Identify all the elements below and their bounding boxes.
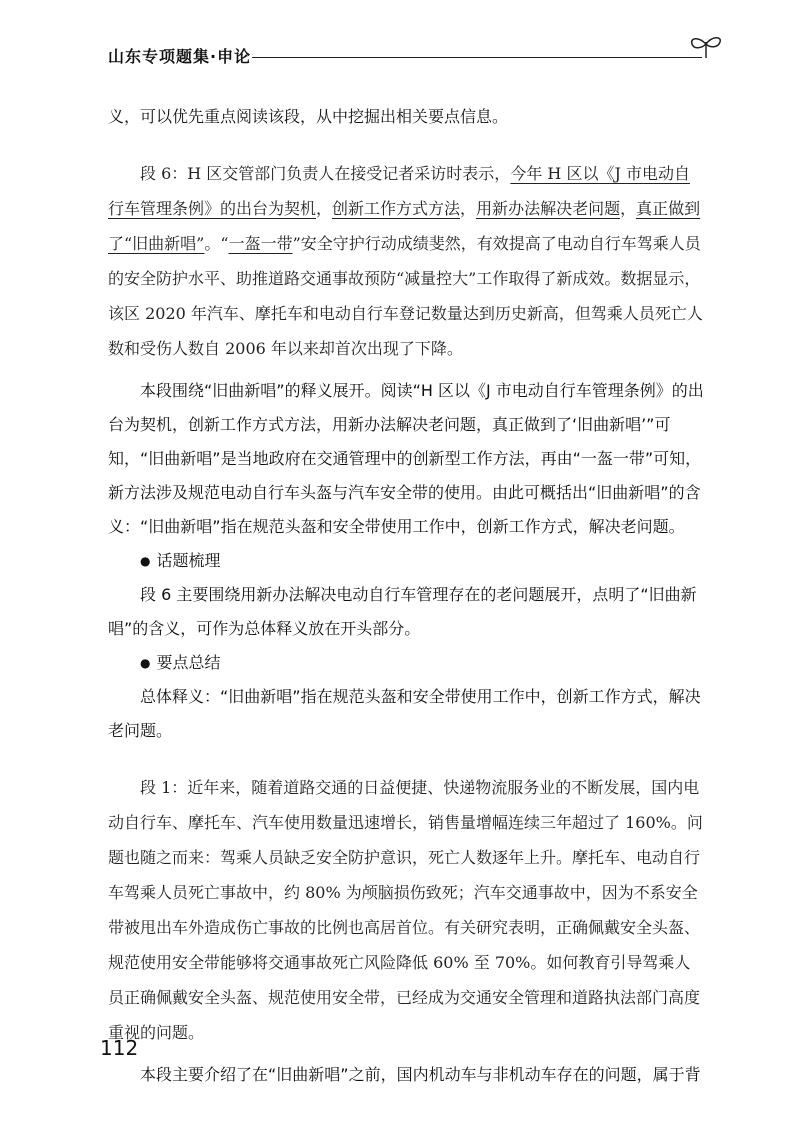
underlined-phrase: 真正做到了“旧曲新唱” [108, 199, 701, 253]
book-title: 山东专项题集·申论 [108, 47, 252, 66]
analysis-paragraph: 本段围绕“旧曲新唱”的释义展开。阅读“H 区以《J 市电动自行车管理条例》的出台为契机，创新工作方式方法，用新办法解决老问题，真正做到了‘旧曲新唱’”可知，“旧曲新唱”是当地政府在交通管理中的创新型工作方法，再由“一盔一带”可知，新方法涉及规范电动自行车头盔与汽车安全带的使用。由此可概括出“旧曲新唱”的含义：“旧曲新唱”指在规范头盔和安全带使用工作中，创新工作方式，解决老问题。 [108, 381, 704, 536]
bullet-icon: ● [140, 656, 151, 670]
bullet-label: 话题梳理 [156, 551, 221, 570]
source-paragraph-1: 段 1：近年来，随着道路交通的日益便捷、快递物流服务业的不断发展，国内电动自行车、摩托车、汽车使用数量迅速增长，销售量增幅连续三年超过了 160%。问题也随之而来：驾乘人员缺乏安全防护意识，死亡人数逐年上升。摩托车、电动自行车驾乘人员死亡事故中，约 80% 为颅脑损伤致死；汽车交通事故中，因为不系安全带被甩出车外造成伤亡事故的比例也高居首位。有关研究表明，正确佩戴安全头盔、规范使用安全带能够将交通事故死亡风险降低 60% 至 70%。如何教育引导驾乘人员正确佩戴安全头盔、规范使用安全带，已经成为交通安全管理和道路执法部门高度重视的问题。 [108, 778, 703, 1042]
page-header [0, 0, 800, 80]
header-rule [252, 57, 702, 58]
underlined-phrase: 创新工作方式方法 [332, 199, 461, 218]
page-content [108, 100, 704, 1092]
analysis-paragraph: 本段主要介绍了在“旧曲新唱”之前，国内机动车与非机动车存在的问题，属于背 [140, 1065, 701, 1084]
underlined-phrase: 用新办法解决老问题 [476, 199, 621, 218]
paragraph-continuation: 义，可以优先重点阅读该段，从中挖掘出相关要点信息。 [108, 107, 509, 126]
bullet-label: 要点总结 [156, 653, 221, 672]
underlined-phrase: 今年 H 区以《J 市电动自行车管理条例》的出台为契机 [108, 164, 690, 218]
page-number: 112 [100, 1036, 139, 1060]
underlined-phrase: 一盔一带 [228, 234, 293, 253]
bullet-icon: ● [140, 554, 151, 568]
key-point-paragraph: 总体释义：“旧曲新唱”指在规范头盔和安全带使用工作中，创新工作方式，解决老问题。 [108, 687, 701, 740]
section-bullet [108, 646, 704, 680]
source-paragraph-6: 段 6：H 区交管部门负责人在接受记者采访时表示，今年 H 区以《J 市电动自行车管理条例》的出台为契机，创新工作方式方法，用新办法解决老问题，真正做到了“旧曲新唱”。“一盔一带”安全守护行动成绩斐然，有效提高了电动自行车驾乘人员的安全防护水平、助推道路交通事故预防“减量控大”工作取得了新成效。数据显示，该区 2020 年汽车、摩托车和电动自行车登记数量达到历史新高，但驾乘人员死亡人数和受伤人数自 2006 年以来却首次出现了下降。 [108, 164, 703, 358]
topic-summary-paragraph: 段 6 主要围绕用新办法解决电动自行车管理存在的老问题展开，点明了“旧曲新唱”的含义，可作为总体释义放在开头部分。 [108, 585, 697, 638]
sprout-icon [688, 32, 724, 60]
section-bullet [108, 544, 704, 578]
